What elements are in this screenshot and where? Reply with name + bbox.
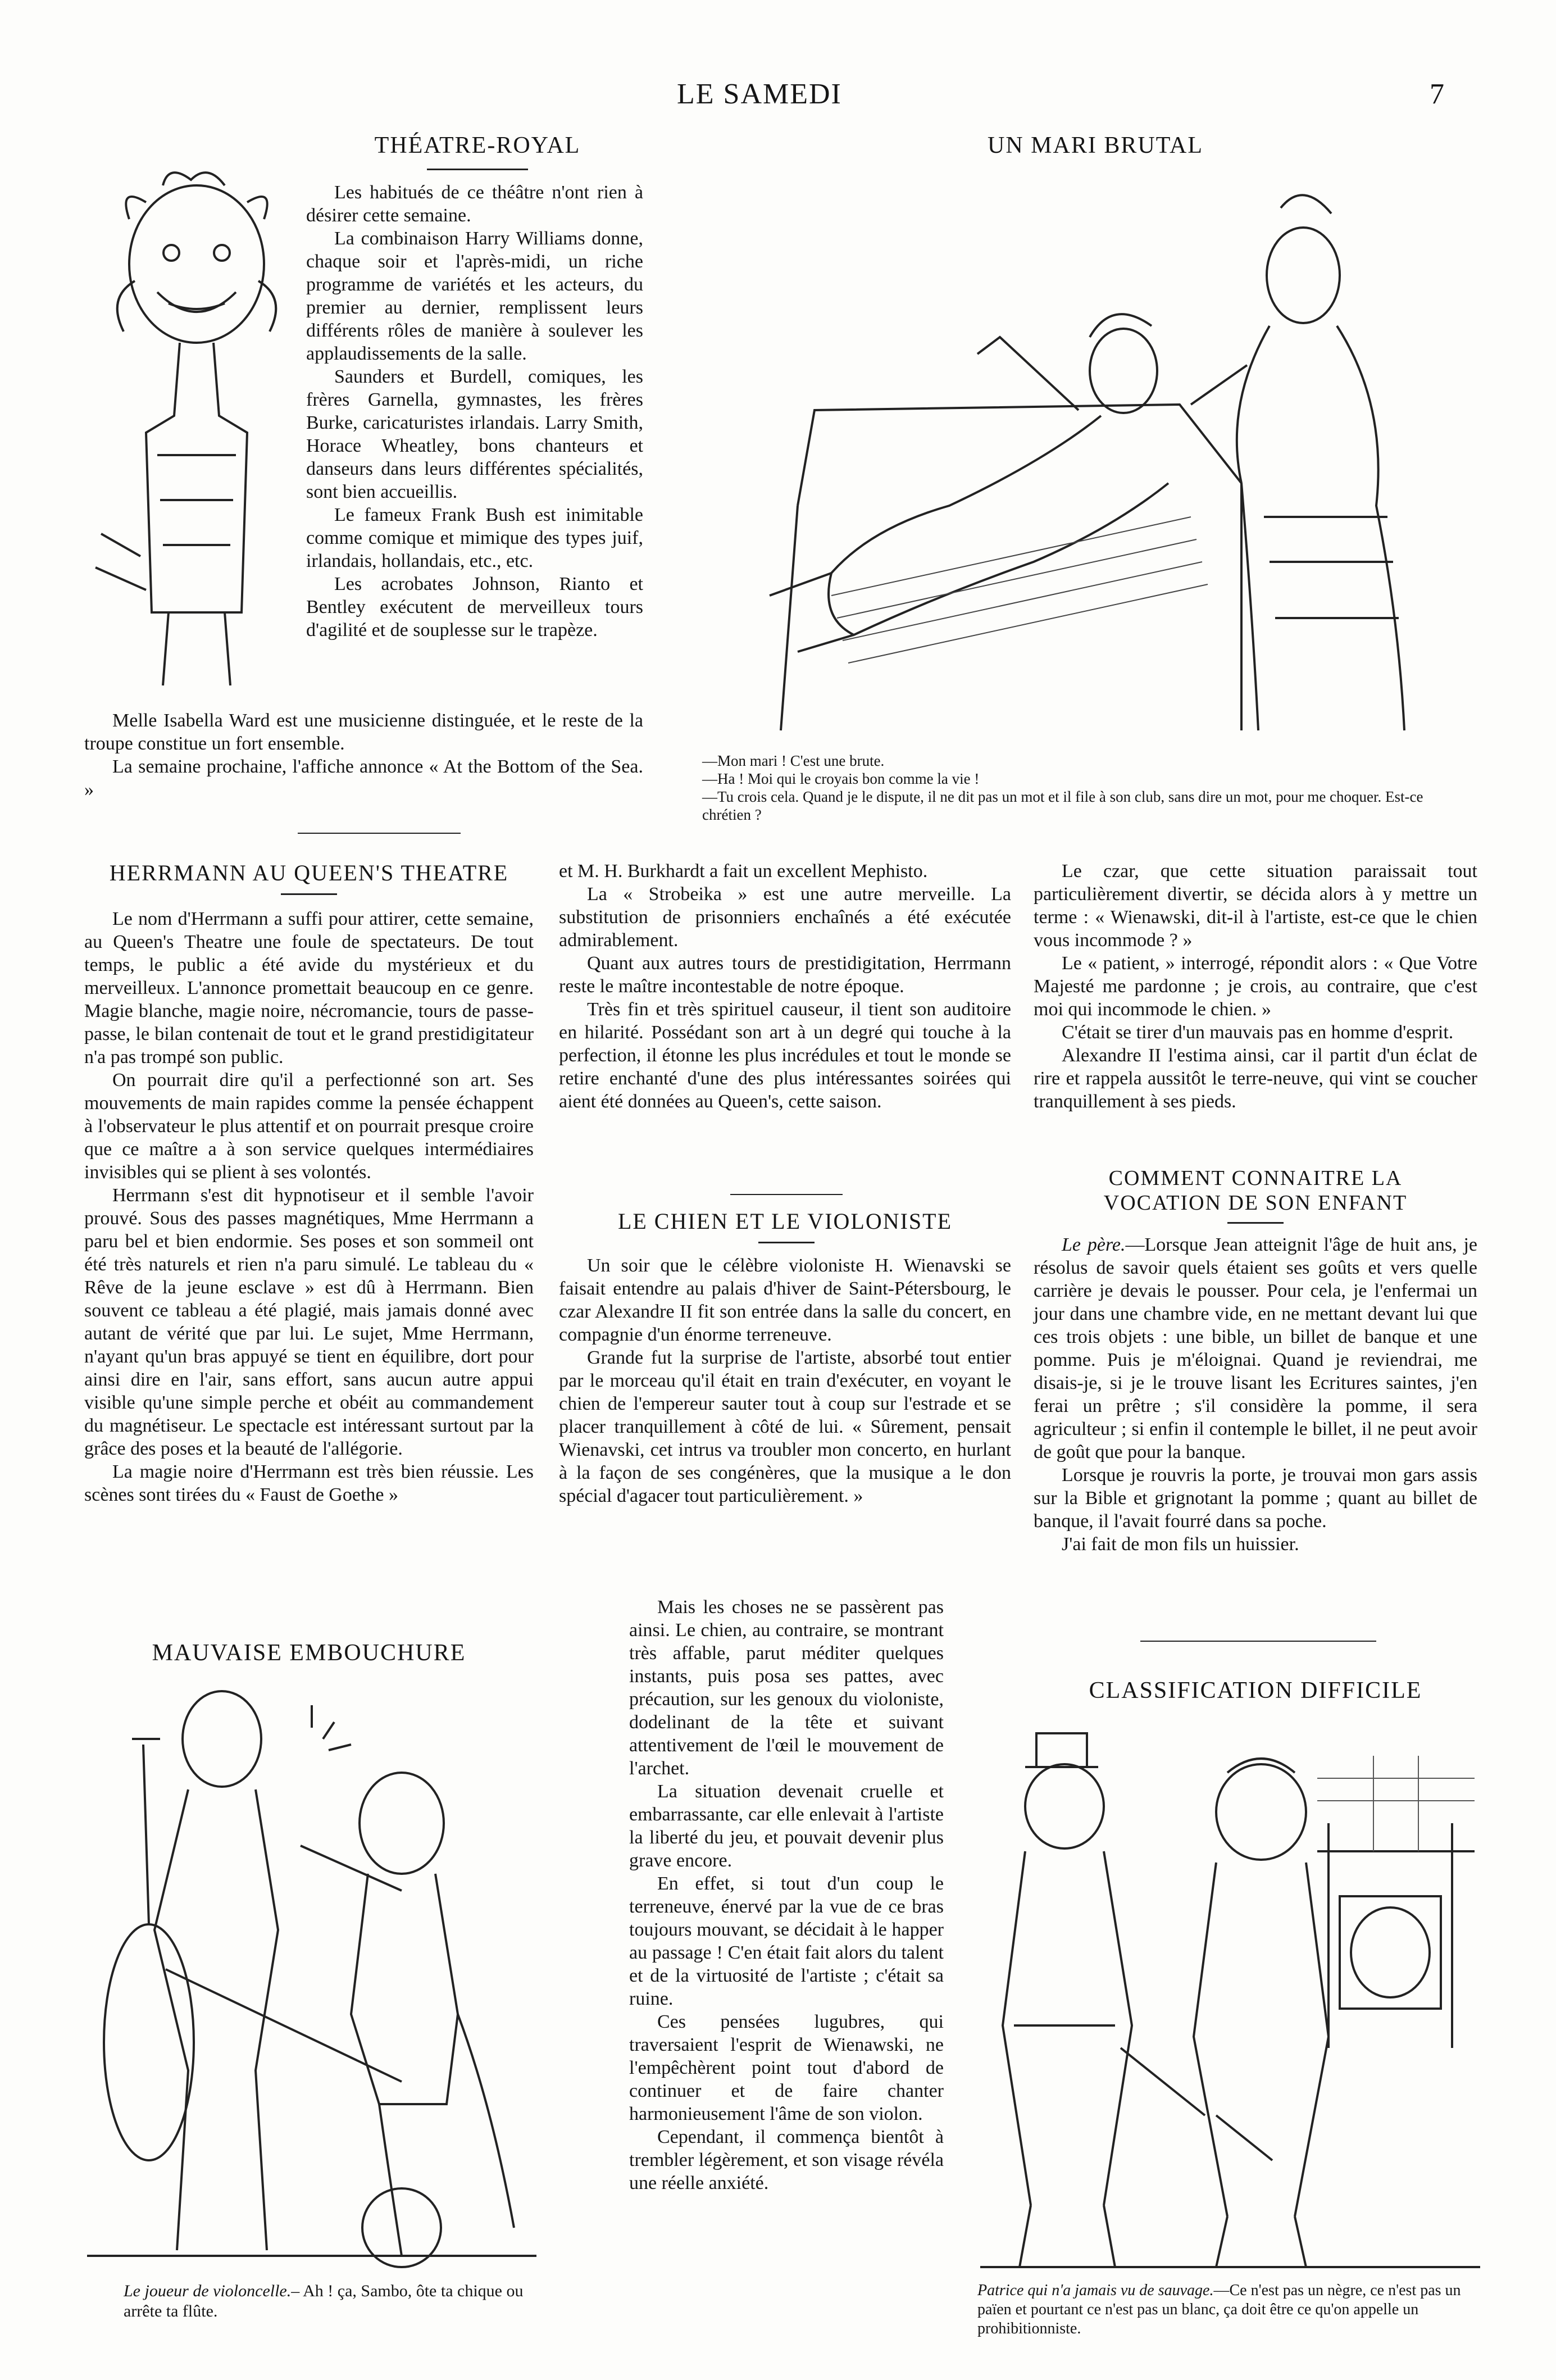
caption-speaker: Le joueur de violoncelle. bbox=[124, 2282, 292, 2300]
caption-text: —Ce n'est pas un nègre, ce n'est pas un païen et pourtant ce n'est pas un blanc, ça doit être ce qu'on appelle un prohibitionniste. bbox=[977, 2282, 1461, 2337]
vocation-body bbox=[1034, 1233, 1477, 1556]
caricature-illustration bbox=[84, 163, 309, 697]
paragraph: Le fameux Frank Bush est inimitable comme comique et mimique des types juif, irlandais, hollandais, etc., etc. bbox=[306, 505, 643, 571]
divider bbox=[298, 833, 461, 834]
paragraph: On pourrait dire qu'il a perfectionné son art. Ses mouvements de main rapides comme la pensée échappent à l'observateur le plus attentif et on pourrait presque croire que ce maître a à son service quelques intermédiaires invisibles qui se plient à ses volontés. bbox=[84, 1070, 534, 1183]
mari-brutal-title: UN MARI BRUTAL bbox=[988, 133, 1203, 158]
paragraph: J'ai fait de mon fils un huissier. bbox=[1062, 1534, 1299, 1555]
section-rule bbox=[1227, 1222, 1284, 1224]
paragraph: Très fin et très spirituel causeur, il tient son auditoire en hilarité. Possédant son art à un degré qui touche à la perfection, il étonne les plus incrédules et tout le monde se retire enchanté d'une des plus intéressantes soirées qui aient été données au Queen's, cette saison. bbox=[559, 999, 1011, 1112]
caption-line: —Tu crois cela. Quand je le dispute, il ne dit pas un mot et il file à son club, sans dire un mot, pour me choquer. Est-ce chrétien ? bbox=[702, 788, 1423, 823]
herrmann-body-cont bbox=[559, 860, 1011, 1113]
paragraph: Alexandre II l'estima ainsi, car il partit d'un éclat de rire et rappela aussitôt le terre-neuve, qui vint se coucher tranquillement à ses pieds. bbox=[1034, 1045, 1477, 1112]
caption-speaker: Patrice qui n'a jamais vu de sauvage. bbox=[977, 2282, 1214, 2299]
paragraph: La « Strobeika » est une autre merveille. La substitution de prisonniers enchaînés a été exécutée admirablement. bbox=[559, 884, 1011, 951]
theatre-royal-body bbox=[306, 181, 643, 642]
caption-text: – Ah ! ça, Sambo, ôte ta chique ou arrête ta flûte. bbox=[124, 2282, 524, 2320]
paragraph: Les habitués de ce théâtre n'ont rien à désirer cette semaine. bbox=[306, 182, 643, 226]
paragraph: Le czar, que cette situation paraissait tout particulièrement divertir, se décida alors à y mettre un terme : « Wienawski, dit-il à l'artiste, est-ce que le chien vous incommode ? » bbox=[1034, 861, 1477, 951]
embouchure-caption bbox=[124, 2281, 539, 2322]
chien-title: LE CHIEN ET LE VIOLONISTE bbox=[617, 1209, 953, 1234]
paragraph: et M. H. Burkhardt a fait un excellent Mephisto. bbox=[559, 861, 928, 882]
paragraph: Un soir que le célèbre violoniste H. Wienavski se faisait entendre au palais d'hiver de Saint-Pétersbourg, le czar Alexandre II fit son entrée dans la salle du concert, en compagnie d'un énorme terreneuve. bbox=[559, 1255, 1011, 1345]
caption-line: —Ha ! Moi qui le croyais bon comme la vie ! bbox=[702, 770, 980, 787]
speaker: Le père. bbox=[1062, 1234, 1126, 1255]
paragraph: Lorsque je rouvris la porte, je trouvai mon gars assis sur la Bible et grignotant la pomme ; quant au billet de banque, il l'avait fourré dans sa poche. bbox=[1034, 1465, 1477, 1532]
paragraph: La combinaison Harry Williams donne, chaque soir et l'après-midi, un riche programme de variétés et les acteurs, du premier au dernier, remplissent leurs différents rôles de manière à soulever les applaudissements de la salle. bbox=[306, 228, 643, 364]
paragraph: C'était se tirer d'un mauvais pas en homme d'esprit. bbox=[1062, 1022, 1454, 1043]
embouchure-title: MAUVAISE EMBOUCHURE bbox=[152, 1640, 466, 1666]
page-number: 7 bbox=[1430, 78, 1445, 110]
chien-body-narrow bbox=[629, 1596, 944, 2195]
theatre-royal-title: THÉATRE-ROYAL bbox=[374, 133, 581, 158]
paragraph: Saunders et Burdell, comiques, les frères Garnella, gymnastes, les frères Burke, caricaturistes irlandais. Larry Smith, Horace Wheatley, bons chanteurs et danseurs dans leurs différentes spécialités, sont bien accueillis. bbox=[306, 366, 643, 502]
paragraph-text: —Lorsque Jean atteignit l'âge de huit ans, je résolus de savoir quels étaient ses goûts et vers quelle carrière je devais le pousser. Pour cela, je l'enfermai un jour dans une chambre vide, en ne mettant devant lui que ces trois objets : une bible, un billet de banque et une pomme. Puis je m'éloignai. Quand je reviendrai, me disais-je, si je le trouve lisant les Ecritures saintes, j'en ferai un prêtre ; s'il considère la pomme, il sera agriculteur ; si enfin il contemple le billet, il ne peut avoir de goût que pour la banque. bbox=[1034, 1234, 1477, 1462]
mari-brutal-illustration bbox=[685, 169, 1455, 747]
chien-body-cont bbox=[1034, 860, 1477, 1113]
paragraph: Le « patient, » interrogé, répondit alors : « Que Votre Majesté me pardonne ; je crois, au contraire, que c'est moi qui incommode le chien. » bbox=[1034, 953, 1477, 1020]
classification-title: CLASSIFICATION DIFFICILE bbox=[1089, 1678, 1422, 1704]
paragraph: Le nom d'Herrmann a suffi pour attirer, cette semaine, au Queen's Theatre une foule de spectateurs. De tout temps, le public a été avide du mystérieux et du merveilleux. L'annonce promettait beaucoup en ce genre. Magie blanche, magie noire, nécromancie, tours de passe-passe, le bilan contenait de tout et le grand prestidigitateur n'a pas trompé son public. bbox=[84, 909, 534, 1068]
classification-caption bbox=[977, 2281, 1483, 2338]
paragraph: Melle Isabella Ward est une musicienne distinguée, et le reste de la troupe constitue un fort ensemble. bbox=[84, 710, 643, 754]
paragraph: La situation devenait cruelle et embarrassante, car elle enlevait à l'artiste la liberté du jeu, et pouvait devenir plus grave encore. bbox=[629, 1781, 944, 1871]
paragraph: Ces pensées lugubres, qui traversaient l'esprit de Wienawski, ne l'empêchèrent point tout d'abord de continuer et de faire chanter harmonieusement l'âme de son violon. bbox=[629, 2011, 944, 2124]
divider bbox=[1140, 1641, 1376, 1642]
herrmann-body bbox=[84, 907, 534, 1506]
mari-brutal-caption bbox=[688, 752, 1458, 824]
paragraph: En effet, si tout d'un coup le terreneuve, énervé par la vue de ce bras toujours mouvant, se décidait à le happer au passage ! C'en était fait alors du talent et de la virtuosité de l'artiste ; c'était sa ruine. bbox=[629, 1873, 944, 2009]
journal-title: LE SAMEDI bbox=[677, 78, 842, 110]
paragraph: Grande fut la surprise de l'artiste, absorbé tout entier par le morceau qu'il était en train d'exécuter, en voyant le chien de l'empereur sauter tout à coup sur l'estrade et se placer tranquillement à côté de lui. « Sûrement, pensait Wienavski, cet intrus va troubler mon concerto, en hurlant à la façon de ses congénères, que la musique a le don spécial d'agacer tout particulièrement. » bbox=[559, 1347, 1011, 1506]
paragraph: La semaine prochaine, l'affiche annonce « At the Bottom of the Sea. » bbox=[84, 756, 643, 800]
divider bbox=[730, 1194, 843, 1195]
theatre-royal-body-wide bbox=[84, 709, 643, 801]
paragraph: La magie noire d'Herrmann est très bien réussie. Les scènes sont tirées du « Faust de Goethe » bbox=[84, 1461, 534, 1505]
section-rule bbox=[758, 1242, 815, 1243]
classification-illustration bbox=[980, 1711, 1480, 2275]
paragraph: Quant aux autres tours de prestidigitation, Herrmann reste le maître incontestable de notre époque. bbox=[559, 953, 1011, 997]
paragraph: Mais les choses ne se passèrent pas ainsi. Le chien, au contraire, se montrant très affable, parut méditer quelques instants, puis posa ses pattes, avec précaution, sur les genoux du violoniste, dodelinant de la tête et suivant attentivement de l'œil le mouvement de l'archet. bbox=[629, 1597, 944, 1779]
paragraph: Les acrobates Johnson, Rianto et Bentley exécutent de merveilleux tours d'agilité et de souplesse sur le trapèze. bbox=[306, 574, 643, 641]
paragraph bbox=[1034, 1233, 1477, 1464]
paragraph: Herrmann s'est dit hypnotiseur et il semble l'avoir prouvé. Sous des passes magnétiques, Mme Herrmann a paru bel et bien endormie. Ses poses et son sommeil ont été très naturels et rien n'a paru simulé. Le tableau du « Rêve de la jeune esclave » est dû à Herrmann. Bien souvent ce tableau a été plagié, mais jamais donné avec autant de vérité que par lui. Le sujet, Mme Herrmann, n'ayant qu'un bras appuyé se tient en équilibre, dort pour ainsi dire en l'air, sans effort, sans aucun autre appui visible qu'une simple perche et obéit au commandement du magnétiseur. Le spectacle est intéressant surtout par la grâce des poses et la beauté de l'allégorie. bbox=[84, 1185, 534, 1459]
paragraph: Cependant, il commença bientôt à trembler légèrement, et son visage révéla une réelle anxiété. bbox=[629, 2127, 944, 2193]
herrmann-title: HERRMANN AU QUEEN'S THEATRE bbox=[109, 860, 509, 885]
section-rule bbox=[281, 893, 337, 895]
chien-body bbox=[559, 1254, 1011, 1507]
section-rule bbox=[427, 169, 528, 170]
caption-line: —Mon mari ! C'est une brute. bbox=[702, 752, 885, 769]
embouchure-illustration bbox=[87, 1677, 536, 2281]
vocation-title: COMMENT CONNAITRE LA VOCATION DE SON ENFANT bbox=[1103, 1166, 1408, 1215]
